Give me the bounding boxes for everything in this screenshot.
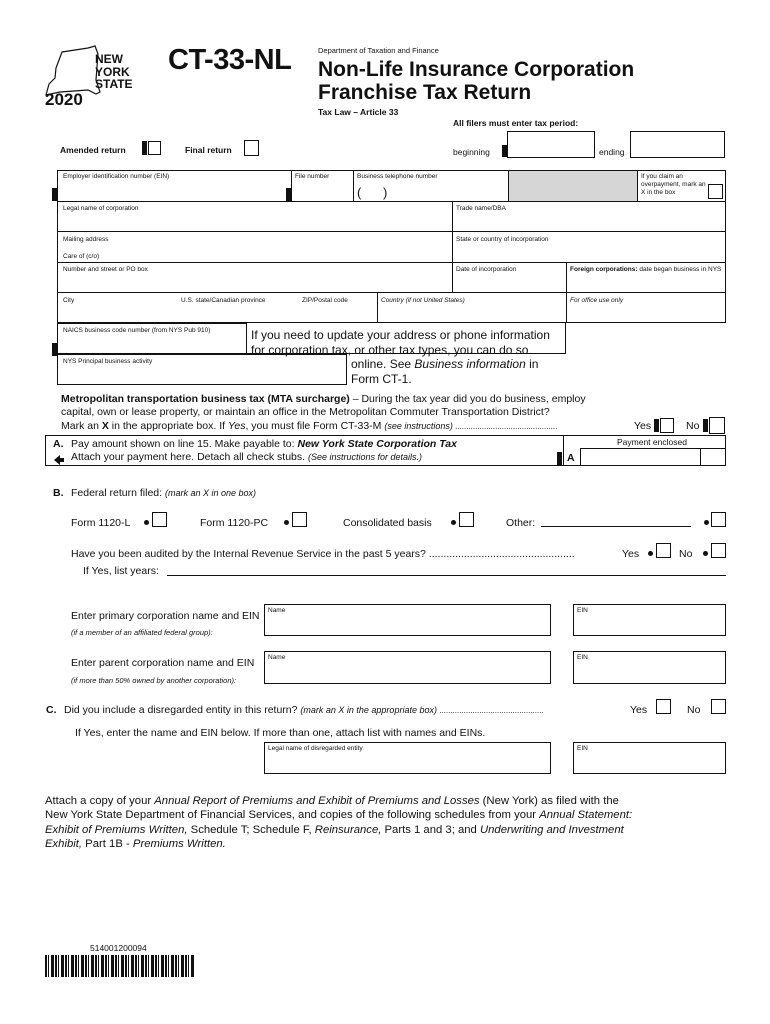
section-c-instruction: If Yes, enter the name and EIN below. If more than one, attach list with names and EINs. [75,727,486,739]
primary-corp-label: Enter primary corporation name and EIN [71,610,260,622]
form-1120l-label: Form 1120-L [71,517,131,529]
disregarded-ein-input[interactable] [573,742,726,774]
legal-name-label: Legal name of corporation [63,205,139,212]
field-marker [142,141,147,155]
primary-name-input[interactable] [264,604,551,636]
ending-label: ending [599,147,625,157]
foreign-corp-label: Foreign corporations: date began business in NYS [570,266,722,273]
disregarded-name-label: Legal name of disregarded entity [268,745,363,752]
other-label: Other: [506,517,536,529]
barcode [45,955,195,977]
street-label: Number and street or PO box [63,266,148,273]
disregarded-ein-label: EIN [577,745,588,752]
mta-line-1: Metropolitan transportation business tax (MTA surcharge) – During the tax year did you do business, employ [61,393,586,405]
phone-parens: ( ) [357,185,388,200]
audit-yes-checkbox[interactable] [656,543,671,558]
audit-no-label: No [679,548,693,560]
final-checkbox[interactable] [244,140,259,156]
payment-enclosed-label: Payment enclosed [617,437,687,447]
mta-yes-checkbox[interactable] [660,418,674,433]
bullet-icon [704,520,709,525]
nys-activity-label: NYS Principal business activity [63,358,153,365]
period-ending-input[interactable] [630,131,725,158]
period-beginning-input[interactable] [507,131,595,158]
parent-corp-note: (if more than 50% owned by another corporation): [71,676,237,685]
barcode-number: 514001200094 [90,943,147,953]
mailing-address-label: Mailing address [63,236,109,243]
date-incorporation-label: Date of incorporation [456,266,517,273]
bullet-icon [703,551,708,556]
overpayment-checkbox[interactable] [708,184,723,199]
field-marker [52,188,57,201]
payment-a-label: A. [53,438,64,450]
page-title: Non-Life Insurance Corporation Franchise Tax Return [318,58,635,104]
disregarded-yes-label: Yes [630,704,648,716]
payment-line-2: Attach your payment here. Detach all check stubs. (See instructions for details.) [71,451,422,463]
city-label: City [63,297,75,304]
disregarded-no-label: No [687,704,701,716]
payment-box-label: A [567,452,575,464]
care-of-label: Care of (c/o) [63,253,100,260]
field-marker [286,188,291,201]
update-notice: If you need to update your address or phone information for corporation tax, or other tax types, you can do so online. See Business information in Form CT-1. [251,328,550,386]
period-label: All filers must enter tax period: [453,118,579,128]
primary-ein-label: EIN [577,607,588,614]
parent-corp-label: Enter parent corporation name and EIN [71,657,255,669]
consolidated-label: Consolidated basis [343,517,432,529]
other-input[interactable] [541,526,691,527]
office-use-label: For office use only [570,297,624,304]
mta-line-3: Mark an X in the appropriate box. If Yes, you must file Form CT-33-M (see instructions) .............................................. [61,420,558,432]
mta-yes-label: Yes [634,420,652,432]
mta-no-label: No [686,420,700,432]
disregarded-yes-checkbox[interactable] [656,699,671,714]
amended-checkbox[interactable] [148,141,161,155]
state-label: U.S. state/Canadian province [181,297,266,304]
naics-label: NAICS business code number (from NYS Pub 910) [63,327,211,334]
tax-law: Tax Law – Article 33 [318,107,399,117]
section-b-label: B. [53,487,64,499]
consolidated-checkbox[interactable] [459,512,474,527]
field-marker [703,419,708,432]
parent-name-label: Name [268,654,286,661]
shaded-area [508,171,637,201]
attach-paragraph: Attach a copy of your Annual Report of Premiums and Exhibit of Premiums and Losses (New York) as filed with the New York State Department of Financial Services, and copies of the following schedules from your Annual Statement: Exhibit of Premiums Written, Schedule T; Schedule F, Reinsurance, Parts 1 and 3; and Underwriting and Investment Exhibit, Part 1B - Premiums Written. [45,795,633,850]
form-1120l-checkbox[interactable] [152,512,167,527]
form-year: 2020 [45,90,83,109]
payment-amount-input[interactable] [581,449,700,465]
primary-name-label: Name [268,607,286,614]
section-b-title: Federal return filed: (mark an X in one box) [71,487,257,499]
beginning-label: beginning [453,147,490,157]
bullet-icon [648,551,653,556]
bullet-icon [451,520,456,525]
state-incorporation-label: State or country of incorporation [456,236,549,243]
parent-name-input[interactable] [264,651,551,684]
disregarded-no-checkbox[interactable] [711,699,726,714]
form-1120pc-label: Form 1120-PC [200,517,269,529]
zip-label: ZIP/Postal code [302,297,348,304]
country-label: Country (if not United States) [381,297,465,304]
form-1120pc-checkbox[interactable] [292,512,307,527]
audit-question: Have you been audited by the Internal Revenue Service in the past 5 years? .................................................. [71,548,575,560]
field-marker [557,452,562,465]
primary-corp-note: (if a member of an affiliated federal group): [71,628,213,637]
overpayment-label: If you claim an overpayment, mark an X in the box [641,173,706,196]
mta-no-checkbox[interactable] [709,417,725,434]
trade-name-label: Trade name/DBA [456,205,506,212]
bullet-icon [284,520,289,525]
audit-years-input[interactable] [167,575,726,576]
arrow-icon [54,452,64,470]
mta-line-2: capital, own or lease property, or maintain an office in the Metropolitan Commuter Transportation District? [61,406,550,418]
bullet-icon [144,520,149,525]
section-c-label: C. [46,704,57,716]
audit-yes-label: Yes [622,548,640,560]
section-c-question: Did you include a disregarded entity in this return? (mark an X in the appropriate box) ............................................... [64,704,544,716]
parent-ein-label: EIN [577,654,588,661]
other-checkbox[interactable] [711,512,726,527]
amended-label: Amended return [60,145,126,155]
audit-no-checkbox[interactable] [711,543,726,558]
final-label: Final return [185,145,232,155]
field-marker [654,419,659,432]
phone-label: Business telephone number [357,173,438,180]
ein-label: Employer identification number (EIN) [63,173,170,180]
primary-ein-input[interactable] [573,604,726,636]
payment-line-1: Pay amount shown on line 15. Make payable to: New York State Corporation Tax [71,438,457,450]
state-name: NEW YORK STATE [95,52,133,91]
parent-ein-input[interactable] [573,651,726,684]
department: Department of Taxation and Finance [318,46,439,55]
if-yes-years-label: If Yes, list years: [83,565,159,577]
form-number: CT-33-NL [168,44,292,76]
file-number-label: File number [295,173,330,180]
